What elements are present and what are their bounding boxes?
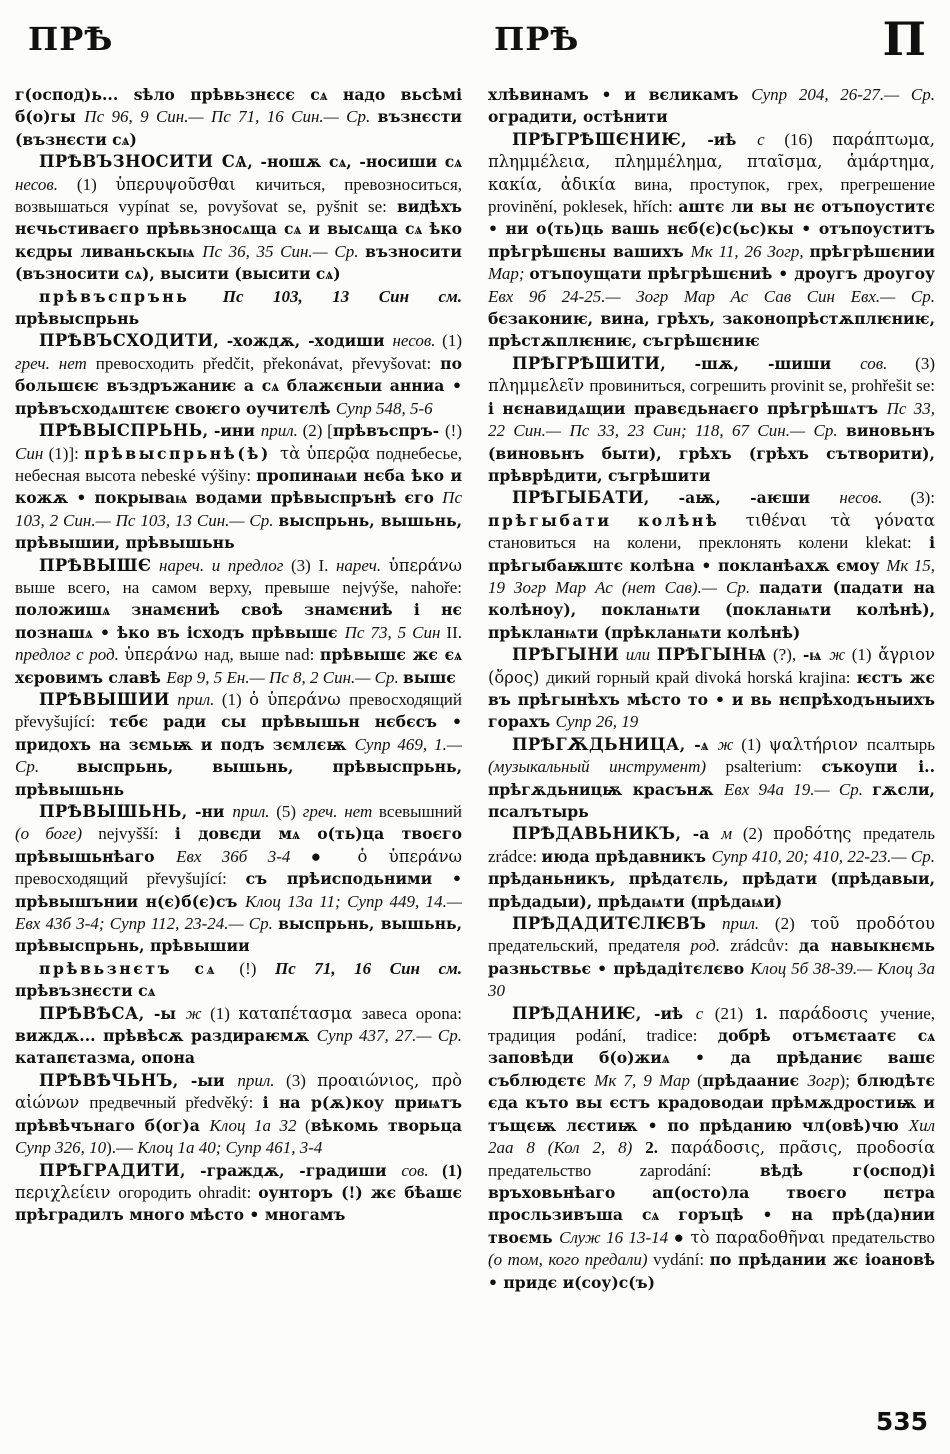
- translation-text: превосходить předčit, překonávat, převyšovat:: [95, 353, 441, 373]
- ocs-text: прѣвъспръ-: [332, 421, 446, 441]
- translation-text: (1): [851, 645, 879, 665]
- ocs-text: прѣвышє жє єѧ хєровимъ славѣ: [15, 645, 462, 687]
- greek-text: ὁ ὑπεράνω: [357, 846, 462, 866]
- ocs-text: , -иѣ: [681, 129, 758, 149]
- greek-text: προδότης: [773, 824, 864, 844]
- greek-text: ὑπερυψοῦσθαι: [115, 174, 256, 194]
- translation-text: (1)]:: [48, 443, 85, 463]
- citation-text: м: [721, 824, 743, 844]
- citation-text: Зогр: [807, 1070, 840, 1090]
- greek-text: ὑπεράνω: [388, 555, 462, 575]
- citation-text: предлог с род.: [15, 645, 125, 665]
- ocs-text: , -граждѫ, -градиши: [179, 1160, 402, 1180]
- greek-text: παράδοσις: [778, 1003, 881, 1023]
- ocs-text: виновьнъ (виновьнъ быти), грѣхъ (грѣхъ сътворити), прѣврѣдити, съгрѣшити: [488, 421, 935, 485]
- ocs-text: , -аѭ, -аѥши: [643, 488, 840, 508]
- headword: ПРѢВЫШЄ: [39, 555, 152, 575]
- ocs-text: , -ношѫ сѧ, -носиши сѧ: [247, 152, 463, 172]
- citation-text: Клоц 13а 11; Супр 449, 14.— Евх 43б 3-4; Супр 112, 23-24.— Ср.: [15, 891, 462, 934]
- translation-text: (5): [276, 802, 303, 821]
- ocs-text: вѣдѣ г(оспод)і връховьнѣаго ап(осто)ла твоєго пєтра просльзивъша сѧ горъцѣ • на прѣ(да)нии твоємь: [488, 1160, 935, 1247]
- ocs-text: вышє: [403, 667, 456, 687]
- greek-text: ὁ ὑπεράνω: [249, 689, 350, 709]
- ocs-text: гѫсли, псалътырь: [488, 779, 935, 821]
- citation-text: Супр 437, 27.— Ср.: [316, 1026, 463, 1046]
- citation-text: греч. нет: [302, 802, 379, 821]
- translation-text: (1): [76, 174, 116, 194]
- ocs-text: да навыкнємь разньствьє • прѣдадітєлєво: [488, 936, 935, 978]
- citation-text: Супр 326, 10: [15, 1138, 107, 1158]
- citation-text: Пс 103, 2 Син.— Пс 103, 13 Син.— Ср.: [15, 488, 462, 530]
- ocs-text: добрѣ отъмєтаатє сѧ заповѣди б(о)жиѧ • да прѣданиє вашє съблюдєтє: [488, 1026, 935, 1090]
- translation-text: дикий горный край divoká horská krajina:: [546, 667, 857, 687]
- dictionary-entry: [488, 734, 935, 824]
- citation-text: Евх 94а 19.— Ср.: [724, 779, 873, 799]
- citation-text: прил.: [169, 689, 222, 709]
- right-column: [488, 84, 935, 1294]
- translation-text: ●: [310, 846, 358, 866]
- citation-text: или: [619, 645, 657, 665]
- dictionary-entry: [488, 84, 935, 129]
- running-head-left: ПРѢ: [28, 20, 114, 58]
- dictionary-entry: [15, 689, 462, 801]
- headword: ПРѢГРАДИТИ: [39, 1160, 180, 1180]
- translation-text: ).—: [106, 1138, 138, 1158]
- greek-text: ὑπεράνω: [124, 645, 205, 665]
- dictionary-entry: [15, 1160, 462, 1227]
- translation-text: (3):: [910, 488, 936, 508]
- headword: ПРѢВЫШИИ: [39, 689, 170, 709]
- citation-text: несов.: [392, 331, 443, 351]
- ocs-spaced-text: прѣвыспрьнѣ(ѣ): [84, 443, 281, 463]
- ocs-text: прѣвыспрьнь: [15, 309, 140, 329]
- translation-text: над, выше nad:: [204, 645, 320, 665]
- translation-text: вина, проступок, грех, прегрешение provinění, poklesek, hřích:: [488, 174, 935, 217]
- ocs-text: прѣвъзнєсти сѧ: [15, 981, 156, 1001]
- citation-text: с: [757, 129, 785, 149]
- citation-text: Пс 96, 9 Син.— Пс 71, 16 Син.— Ср.: [84, 107, 378, 127]
- ocs-text: , -хождѫ, -ходиши: [213, 331, 393, 351]
- translation-text: становиться на колени, преклонять колени klekat:: [488, 533, 930, 553]
- translation-text: кичиться, превозноситься, возвышаться vypínat se, povyšovat se, pyšnit se:: [15, 174, 463, 217]
- translation-text: zrádcův:: [730, 936, 799, 956]
- dictionary-entry: [15, 555, 462, 689]
- left-column: [15, 84, 462, 1294]
- citation-text: род.: [690, 936, 731, 956]
- dictionary-entry: [15, 1003, 462, 1070]
- translation-text: превосходящий převyšující:: [15, 689, 462, 732]
- citation-text: Служ 16 13-14: [559, 1227, 674, 1247]
- ocs-text: , -ы: [138, 1003, 186, 1023]
- citation-bold-text: Пс 71, 16 Син см.: [274, 958, 463, 978]
- running-head-letter: П: [882, 12, 926, 66]
- citation-text: Пс 33, 22 Син.— Пс 33, 23 Син; 118, 67 Син.— Ср.: [488, 398, 936, 441]
- greek-text: περιχλείειν: [15, 1182, 119, 1202]
- translation-text: vydání:: [653, 1250, 710, 1270]
- citation-text: ж: [829, 645, 852, 665]
- citation-text: ж: [185, 1003, 211, 1023]
- translation-text: (?),: [766, 645, 803, 665]
- ocs-text: выспрьнь, вышьнь, прѣвышии, прѣвышьнь: [15, 510, 463, 553]
- ocs-text: прѣгрѣшєнии: [809, 241, 935, 261]
- dictionary-entry: [15, 286, 462, 331]
- dictionary-entry: [488, 913, 935, 1003]
- dictionary-entry: [488, 823, 935, 913]
- ocs-text: і прѣгыбаѭштє колѣна • покланѣахѫ ємоу: [488, 533, 935, 575]
- ocs-text: тєбє ради сы прѣвышьн нєбєсъ • придохъ на зємьѭ и подъ зємлєѭ: [15, 712, 462, 754]
- headword: ПРѢВЫСПРЬНЬ: [39, 421, 203, 441]
- ocs-text: , -шѫ, -шиши: [660, 353, 861, 373]
- translation-text: (: [697, 1070, 703, 1090]
- greek-text: ψαλτήριον: [768, 734, 867, 754]
- translation-text: psalterium:: [725, 757, 822, 777]
- ocs-text: хлѣвинамъ • и вєликамъ: [488, 85, 752, 104]
- greek-text: παράδοσις, πρᾶσις, προδοσία: [670, 1138, 936, 1158]
- citation-text: ж: [717, 734, 742, 754]
- ocs-text: ѥстъ жє въ прѣгынѣхъ мѣсто то • и вь нєпрѣходъныихъ горахъ: [488, 667, 935, 732]
- ocs-text: , -иѣ: [635, 1003, 696, 1023]
- citation-text: Супр 548, 5-6: [335, 398, 433, 418]
- citation-text: Мк 11, 26 Зогр,: [690, 241, 810, 261]
- ocs-text: , -ыи: [172, 1070, 238, 1090]
- ocs-text: оунторъ (!) жє бѣашє прѣградилъ много мѣсто • многамъ: [15, 1182, 462, 1225]
- translation-text: (3): [915, 353, 935, 373]
- translation-text: (2): [774, 914, 811, 934]
- ocs-text: вѣкомь творьца: [310, 1115, 462, 1135]
- headword: ПРѢДАНИѤ: [512, 1003, 636, 1023]
- ocs-text: катапєтазма, опона: [15, 1048, 195, 1068]
- translation-text: ●: [673, 1227, 691, 1247]
- citation-text: нареч. и предлог: [151, 555, 291, 575]
- ocs-text: , -а: [675, 824, 722, 844]
- citation-text: прил.: [232, 802, 277, 821]
- translation-text: предатель zrádce:: [488, 824, 935, 866]
- translation-text: (3): [286, 1070, 318, 1090]
- headword: ПРѢГѪДЬНИЦА: [512, 734, 680, 754]
- ocs-text: аштє ли вы нє отъпоуститє • ни о(ть)ць вашь нєб(є)с(ьс)кы • отъпоуститъ прѣгрѣшєны вашихъ: [488, 197, 935, 261]
- ocs-text: прѣданьникъ, прѣдатєль, прѣдати (прѣдавыи, прѣдадыи), прѣдаѩти (прѣдаѩи): [488, 869, 935, 911]
- citation-text: нареч.: [335, 555, 389, 575]
- citation-text: прил.: [260, 421, 303, 441]
- translation-text: предательство zaprodání:: [488, 1160, 760, 1180]
- citation-text: (музыкальный инструмент): [488, 757, 726, 777]
- ocs-text: і нєнавидѧщии правєдьнаєго прѣгрѣшѧтъ: [488, 398, 887, 418]
- translation-text: всевышний: [378, 802, 462, 821]
- translation-text: псалтырь: [866, 734, 935, 754]
- translation-text: учение, традиция podání, tradice:: [488, 1003, 936, 1046]
- ocs-text: бєзакониѥ, вина, грѣхъ, законопрѣстѫплѥниѥ, прѣстѫплѥниѥ, съгрѣшєниѥ: [488, 309, 935, 351]
- ocs-spaced-text: прѣгыбати колѣнѣ: [488, 510, 746, 530]
- dictionary-entry: [15, 420, 462, 554]
- headword: ПРѢГЫНИ: [512, 645, 620, 665]
- ocs-text: възносити (възносити сѧ), высити (высити сѧ): [15, 241, 462, 284]
- greek-text: τὸ παραδοθῆναι: [690, 1227, 832, 1247]
- citation-text: (о том, кого предали): [488, 1250, 654, 1270]
- ocs-text: і на р(ѫ)коу приѩтъ прѣвѣчънаго б(ог)а: [15, 1093, 462, 1135]
- dictionary-entry: [15, 958, 462, 1003]
- citation-text: несов.: [839, 488, 911, 508]
- citation-text: Евх 9б 24-25.— Зогр Мар Ас Сав Син Евх.— Ср.: [488, 286, 935, 306]
- translation-text: предательский, предателя: [488, 936, 691, 956]
- dictionary-entry: [488, 129, 935, 353]
- citation-text: прил.: [706, 914, 775, 934]
- ocs-text: отъпоущати прѣгрѣшєниѣ • дроугъ дроугоу: [529, 264, 935, 284]
- citation-text: с: [695, 1003, 715, 1023]
- translation-text: завеса opona:: [361, 1003, 462, 1023]
- citation-text: Супр 26, 19: [555, 712, 639, 732]
- ocs-spaced-text: прѣвъспрънь: [39, 286, 223, 306]
- translation-text: (2): [742, 824, 774, 844]
- citation-text: греч. нет: [15, 353, 96, 373]
- ocs-text: видѣхъ нєчьстиваєго прѣвьзносѧща сѧ и высѧща сѧ ѣко кєдры ливаньскыѩ: [15, 197, 462, 261]
- citation-text: несов.: [15, 174, 77, 194]
- ocs-text: съ прѣисподьними • прѣвышънии н(є)б(є)съ: [15, 869, 462, 911]
- headword: ПРѢВЪЗНОСИТИ СѦ: [39, 152, 248, 172]
- ocs-text: по большєѥ въздръжаниѥ а сѧ блажєныи анниа • прѣвъсходѧштєѥ своѥго оучитєлѣ: [15, 353, 462, 418]
- headword: ПРѢВѢЧЬНЪ: [39, 1070, 173, 1090]
- citation-text: Мар;: [488, 264, 530, 284]
- dictionary-entry: [15, 151, 462, 285]
- translation-text: выше всего, на самом верху, превыше nejvýše, nahoře:: [15, 577, 462, 597]
- citation-text: Клоц 5б 38-39.— Клоц 3а 30: [488, 958, 935, 1001]
- citation-text: сов.: [401, 1160, 443, 1180]
- sense-number: 1.: [754, 1003, 779, 1023]
- translation-text: (!): [239, 958, 275, 978]
- translation-text: (: [305, 1115, 311, 1135]
- translation-text: превосходящий převyšující:: [15, 869, 246, 889]
- ocs-text: , -ини: [202, 421, 261, 441]
- greek-text: παράπτωμα, πλημμέλεια, πλημμέλημα, πταῖσμα, ἁμάρτημα, κακία, ἀδικία: [488, 129, 935, 194]
- citation-text: Мк 7, 9 Мар: [594, 1070, 698, 1090]
- ocs-text: выспрьнь, вышьнь, прѣвыспрьнь, прѣвышьнь: [15, 757, 463, 799]
- translation-text: (16): [784, 129, 833, 149]
- ocs-text: г(оспод)ь... ѕѣло прѣвьзнєсє сѧ надо вьсѣмі б(о)гы: [15, 85, 462, 127]
- greek-text: ἄγριον (ὄρος): [488, 645, 935, 687]
- headword: ПРѢГЫБАТИ: [512, 488, 644, 508]
- dictionary-entry: [488, 644, 935, 734]
- headword: ПРѢГРѢШИТИ: [512, 353, 661, 373]
- ocs-text: июда прѣдавникъ: [541, 846, 712, 866]
- ocs-text: съкоупи і.. прѣгѫдьницѭ красънѫ: [488, 757, 935, 799]
- headword: ПРѢВЪСХОДИТИ: [39, 331, 214, 351]
- text-columns: [15, 84, 935, 1294]
- greek-text: τιθέναι τὰ γόνατα: [745, 510, 935, 530]
- greek-text: προαιώνιος, πρὸ αἰώνων: [15, 1070, 462, 1113]
- translation-text: (1): [442, 331, 462, 351]
- translation-text: огородить ohradit:: [118, 1182, 259, 1202]
- citation-text: Мк 15, 19 Зогр Мар Ас (нет Сав).— Ср.: [488, 555, 935, 597]
- citation-text: Клоц 1а 40; Супр 461, 3-4: [137, 1138, 323, 1158]
- sense-number: (1): [442, 1160, 462, 1180]
- dictionary-entry: [15, 84, 462, 151]
- citation-text: прил.: [237, 1070, 287, 1090]
- ocs-text: выспрьнь, вышьнь, прѣвыспрьнь, прѣвышии: [15, 914, 462, 956]
- ocs-text: по прѣдании жє іоановѣ • придє и(соу)с(ъ): [488, 1250, 935, 1292]
- translation-text: поднебесье, небесная высота nebeské výšiny:: [15, 443, 462, 485]
- translation-text: );: [839, 1070, 858, 1090]
- headword: ПРѢГРѢШЄНИѤ: [512, 129, 682, 149]
- ocs-text: і довєди мѧ о(ть)ца твоєго прѣвышьнѣаго: [15, 824, 462, 866]
- citation-text: Евр 9, 5 Ен.— Пс 8, 2 Син.— Ср.: [166, 667, 404, 687]
- running-head-center: ПРѢ: [494, 20, 580, 58]
- citation-text: Клоц 1а 32: [209, 1115, 306, 1135]
- dictionary-entry: [15, 330, 462, 420]
- translation-text: (!): [445, 421, 462, 441]
- ocs-text: пропинаѩи нєба ѣко и кожѫ • покрываѩ водами прѣвыспрънѣ єго: [15, 465, 463, 508]
- ocs-text: , -ни: [181, 802, 233, 821]
- citation-text: (о боге): [15, 824, 99, 844]
- translation-text: (2) [: [302, 421, 333, 441]
- page-number: 535: [875, 1407, 928, 1436]
- citation-text: Пс 36, 35 Син.— Ср.: [202, 241, 366, 261]
- headword: ПРѢВѢСА: [39, 1003, 139, 1023]
- translation-text: (21): [714, 1003, 755, 1023]
- headword: ПРѢВЫШЬНЬ: [39, 802, 182, 821]
- ocs-text: виждѫ... прѣвѣсѫ раздираѥмѫ: [15, 1026, 317, 1046]
- citation-text: Хил 2аа 8 (Кол 2, 8): [488, 1115, 935, 1158]
- ocs-text: положишѧ знамєниѣ своѣ знамєниѣ і нє познашѧ • ѣко въ ісходъ прѣвышє: [15, 600, 462, 642]
- ocs-text: възнєсти (възнєсти сѧ): [15, 107, 462, 149]
- greek-text: καταπέτασμα: [238, 1003, 362, 1023]
- ocs-text: , -ѧ: [679, 734, 718, 754]
- dictionary-entry: [15, 1070, 462, 1160]
- translation-text: (1): [221, 689, 250, 709]
- dictionary-entry: [15, 801, 462, 958]
- ocs-text: блюдѣтє єда къто вы єстъ крадоводаи прѣмѫдростиѭ и тъщєѭ лєстиѭ • по прѣданию чл(овѣ)чю: [488, 1070, 935, 1135]
- dictionary-entry: [488, 1003, 935, 1294]
- translation-text: (1): [741, 734, 769, 754]
- dictionary-entry: [488, 353, 935, 487]
- citation-bold-text: Пс 103, 13 Син см.: [222, 286, 462, 306]
- greek-text: τὰ ὑπερῷα: [280, 443, 377, 463]
- citation-text: Пс 73, 5 Син: [344, 622, 447, 642]
- ocs-spaced-text: прѣвьзнєтъ сѧ: [39, 958, 240, 978]
- citation-text: Супр 204, 26-27.— Ср.: [751, 85, 935, 104]
- translation-text: (3) I.: [291, 555, 336, 575]
- ocs-text: оградити, остѣнити: [488, 107, 668, 127]
- greek-text: τοῦ προδότου: [810, 914, 935, 934]
- greek-text: πλημμελεῖν: [488, 376, 590, 396]
- headword: ПРѢГЫНѨ: [656, 645, 767, 665]
- ocs-text: падати (падати на колѣноу), покланѩти (покланѩти колѣнѣ), прѣкланѩти (прѣкланѩти колѣнѣ): [488, 577, 935, 642]
- citation-text: Супр 469, 1.— Ср.: [15, 734, 463, 777]
- headword: ПРѢДАДИТЄЛѤВЪ: [512, 914, 707, 934]
- translation-text: провиниться, согрешить provinit se, prohřešit se:: [589, 376, 935, 396]
- ocs-text: прѣдааниє: [702, 1070, 808, 1090]
- ocs-text: -ѩ: [802, 645, 830, 665]
- translation-text: предвечный předvěký:: [89, 1093, 263, 1113]
- dictionary-entry: [488, 487, 935, 644]
- citation-text: Евх 36б 3-4: [176, 846, 311, 866]
- citation-text: сов.: [860, 353, 916, 373]
- translation-text: предательство: [831, 1227, 936, 1247]
- citation-text: Супр 410, 20; 410, 22-23.— Ср.: [711, 846, 935, 866]
- sense-number: 2.: [645, 1138, 671, 1158]
- translation-text: (1): [210, 1003, 239, 1023]
- headword: ПРѢДАВЬНИКЪ: [512, 824, 676, 844]
- translation-text: II.: [446, 622, 462, 642]
- citation-text: Син: [15, 443, 49, 463]
- translation-text: nejvyšší:: [98, 824, 175, 844]
